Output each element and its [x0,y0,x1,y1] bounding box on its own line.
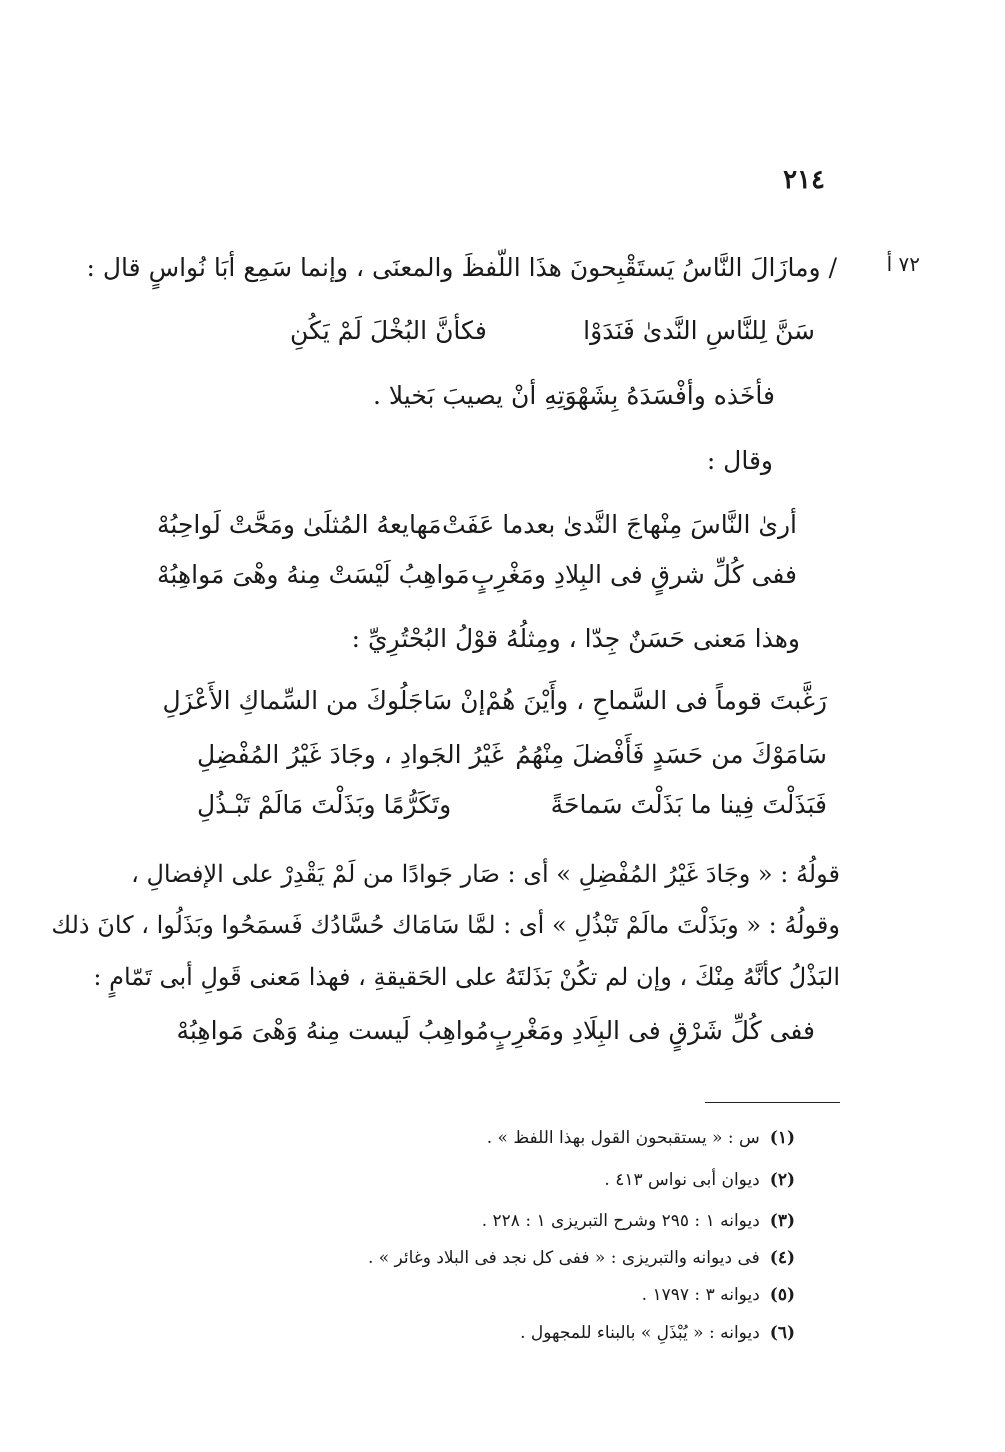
prose-line-1: / ومازَالَ النَّاسُ يَستَقْبِحونَ هذَا اللّفظَ والمعنَى ، وإنما سَمِع أبَا نُواسٍ قال : [86,253,837,282]
footnote-1-text: س : « يستقبحون القول بهذا اللفظ » . [486,1128,760,1148]
footnote-1 [145,1130,795,1147]
margin-folio-note: ٧٢ أ [886,252,920,276]
verse-3-first-hemistich: ففى كُلِّ شرقٍ فى البِلادِ ومَغْرِبٍ [471,560,797,589]
prose-line-4: وهذا مَعنى حَسَنٌ جِدّا ، ومِثلُهُ قوْلُ البُحْتُرِيِّ : [351,624,800,653]
footnote-5-text: ديوانه ٣ : ١٧٩٧ . [641,1285,760,1305]
prose-line-5: قولُهُ : « وجَادَ غَيْرُ المُفْضِلِ » أى : صَار جَوادًا من لَمْ يَقْدِرْ على الإفضالِ ، [131,860,840,888]
footnote-5-number: (٥) [769,1285,795,1305]
verse-6-second-hemistich: وتَكَرُّمًا وبَذَلْتَ مَالَمْ تَبْـذُلِ [197,790,452,819]
footnote-2-text: ديوان أبى نواس ٤١٣ . [604,1170,760,1190]
footnote-separator [705,1102,840,1103]
prose-line-7: البَذْلُ كأنَّهُ مِنْكَ ، وإن لم تكُنْ بَذَلتَهُ على الحَقيقةِ ، فهذا مَعنى قَولِ أبى تَمّامٍ : [93,963,840,991]
prose-line-6: وقولُهُ : « وبَذَلْتَ مالَمْ تَبْذُلِ » أى : لمَّا سَامَاك حُسَّادُك فَسمَحُوا وبَذَلُوا ، كانَ ذلك [51,911,840,939]
footnote-6-text: ديوانه : « يُبْذَلِ » بالبناء للمجهول . [520,1323,760,1343]
footnote-1-number: (١) [769,1128,795,1148]
verse-1-first-hemistich: سَنَّ لِلنَّاسِ النَّدىٰ فَنَدَوْا [583,316,815,345]
verse-3 [157,562,797,587]
verse-7 [176,1016,815,1045]
footnote-5 [145,1287,795,1304]
verse-2 [157,512,797,537]
verse-7-second-hemistich: مُواهِبُ لَيست مِنهُ وَهْىَ مَواهِبُهْ [176,1016,490,1045]
verse-7-first-hemistich: ففى كُلِّ شَرْقٍ فى البِلَادِ ومَغْرِبٍ [489,1016,815,1045]
footnote-4-text: فى ديوانه والتبريزى : « ففى كل نجد فى البلاد وغائر » . [367,1248,760,1268]
verse-1 [290,318,815,343]
footnote-3-number: (٣) [769,1211,795,1231]
footnote-4-number: (٤) [769,1248,795,1268]
verse-5-second-hemistich: غَيْرُ الجَوادِ ، وجَادَ غَيْرُ المُفْضِلِ [197,740,504,769]
footnote-3-text: ديوانه ١ : ٢٩٥ وشرح التبريزى ١ : ٢٢٨ . [481,1211,760,1231]
footnote-2-number: (٢) [769,1170,795,1190]
verse-5-first-hemistich: سَامَوْكَ من حَسَدٍ فَأَفْضلَ مِنْهُمُ [515,740,827,769]
footnote-2 [145,1172,795,1189]
footnote-4 [145,1250,795,1267]
verse-4-second-hemistich: إنْ سَاجَلُوكَ من السِّماكِ الأَعْزَلِ [162,686,486,715]
prose-line-2: فأخَذه وأفْسَدَهُ بِشَهْوَتِهِ أنْ يصيبَ بَخيلا . [372,381,775,410]
verse-3-second-hemistich: مَواهِبُ لَيْسَتْ مِنهُ وهْىَ مَواهِبُهْ [157,560,470,589]
page-number: ٢١٤ [783,165,825,195]
verse-5 [197,742,827,767]
prose-line-3: وقال : [706,446,773,475]
footnote-6-number: (٦) [769,1323,795,1343]
verse-4-first-hemistich: رَغَّبتَ قوماً فى السَّماحِ ، وأَيْنَ هُمْ [485,686,827,715]
verse-6 [197,792,827,817]
footnote-6 [145,1325,795,1342]
verse-2-first-hemistich: أرىٰ النَّاسَ مِنْهاجَ النَّدىٰ بعدما عَفَتْ [442,510,797,539]
verse-1-second-hemistich: فكأنَّ البُخْلَ لَمْ يَكُنِ [290,316,487,345]
footnote-3 [145,1213,795,1230]
verse-6-first-hemistich: فَبَذَلْتَ فِينا ما بَذَلْتَ سَماحَةً [550,790,827,819]
verse-4 [162,686,827,715]
verse-2-second-hemistich: مَهايعهُ المُثلَىٰ ومَحَّتْ لَواحِبُهْ [157,510,442,539]
